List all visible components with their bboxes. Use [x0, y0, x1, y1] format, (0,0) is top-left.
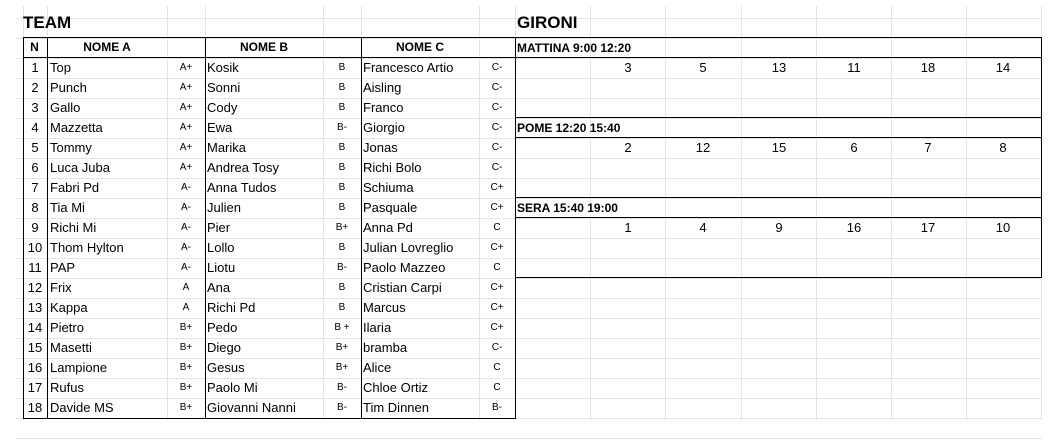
player-name-a: Davide MS: [50, 400, 114, 415]
grade-a: B+: [179, 322, 193, 333]
row-number: 1: [31, 60, 39, 75]
row-number: 6: [31, 160, 39, 175]
grade-b: B+: [335, 362, 349, 373]
player-name-c: Aisling: [363, 80, 402, 95]
player-name-b: Liotu: [207, 260, 236, 275]
team-border-vertical: [205, 37, 206, 419]
grade-a: A: [182, 282, 190, 293]
player-name-a: Luca Juba: [50, 160, 110, 175]
player-name-a: Fabri Pd: [50, 180, 100, 195]
grade-a: B+: [179, 362, 193, 373]
grade-c: C: [493, 262, 501, 273]
row-number: 14: [27, 320, 43, 335]
session-number: 14: [995, 60, 1011, 75]
grade-a: A-: [181, 222, 191, 233]
grade-b: B-: [337, 262, 347, 273]
grade-c: B-: [492, 402, 502, 413]
grade-b: B: [338, 202, 346, 213]
player-name-a: Tommy: [50, 140, 92, 155]
grade-b: B+: [335, 222, 349, 233]
grade-b: B: [338, 182, 346, 193]
player-name-a: Masetti: [50, 340, 92, 355]
row-number: 16: [27, 360, 43, 375]
session-number: 1: [624, 220, 632, 235]
grade-b: B: [338, 282, 346, 293]
player-name-a: Punch: [50, 80, 87, 95]
grade-a: B+: [179, 402, 193, 413]
player-name-a: Pietro: [50, 320, 84, 335]
row-number: 4: [31, 120, 39, 135]
grade-c: C-: [491, 342, 503, 353]
grade-c: C+: [490, 302, 504, 313]
grade-c: C-: [491, 62, 503, 73]
player-name-a: Kappa: [50, 300, 88, 315]
player-name-b: Ana: [207, 280, 231, 295]
player-name-a: PAP: [50, 260, 76, 275]
grade-a: A+: [179, 82, 193, 93]
grade-b: B +: [334, 322, 350, 333]
player-name-b: Anna Tudos: [207, 180, 277, 195]
player-name-c: Marcus: [363, 300, 406, 315]
grade-c: C-: [491, 122, 503, 133]
grade-c: C-: [491, 102, 503, 113]
grade-b: B: [338, 302, 346, 313]
grade-b: B-: [337, 382, 347, 393]
session-label: POME 12:20 15:40: [517, 121, 621, 135]
team-border-vertical: [515, 37, 516, 419]
player-name-c: Richi Bolo: [363, 160, 422, 175]
grade-b: B: [338, 102, 346, 113]
grade-c: C: [493, 222, 501, 233]
row-number: 15: [27, 340, 43, 355]
session-number: 3: [624, 60, 632, 75]
gridline-vertical: [741, 6, 742, 420]
player-name-b: Lollo: [207, 240, 235, 255]
session-number: 11: [847, 60, 861, 75]
grade-c: C+: [490, 282, 504, 293]
player-name-a: Top: [50, 60, 71, 75]
gridline-vertical: [966, 6, 967, 420]
player-name-b: Andrea Tosy: [207, 160, 280, 175]
player-name-c: Giorgio: [363, 120, 405, 135]
grade-c: C: [493, 382, 501, 393]
player-name-b: Giovanni Nanni: [207, 400, 296, 415]
grade-c: C+: [490, 242, 504, 253]
player-name-b: Sonni: [207, 80, 241, 95]
player-name-c: Franco: [363, 100, 404, 115]
header-n: N: [30, 40, 39, 54]
player-name-c: Julian Lovreglio: [363, 240, 454, 255]
grade-a: B+: [179, 342, 193, 353]
player-name-b: Pedo: [207, 320, 238, 335]
session-number: 17: [920, 220, 936, 235]
row-number: 13: [27, 300, 43, 315]
gridline-vertical: [816, 6, 817, 420]
player-name-b: Gesus: [207, 360, 245, 375]
grade-a: A: [182, 302, 190, 313]
header-nome-a: NOME A: [83, 40, 131, 54]
gironi-border-right: [1041, 37, 1042, 278]
player-name-a: Mazzetta: [50, 120, 103, 135]
row-number: 5: [31, 140, 39, 155]
player-name-b: Pier: [207, 220, 231, 235]
grade-b: B: [338, 142, 346, 153]
player-name-b: Kosik: [207, 60, 239, 75]
player-name-c: Cristian Carpi: [363, 280, 442, 295]
session-number: 9: [775, 220, 783, 235]
player-name-c: Pasquale: [363, 200, 418, 215]
player-name-a: Richi Mi: [50, 220, 97, 235]
session-number: 15: [771, 140, 787, 155]
grade-c: C-: [491, 82, 503, 93]
player-name-b: Cody: [207, 100, 238, 115]
player-name-c: Francesco Artio: [363, 60, 454, 75]
gridline-horizontal: [16, 438, 1042, 439]
session-number: 2: [624, 140, 632, 155]
player-name-b: Diego: [207, 340, 241, 355]
grade-b: B-: [337, 402, 347, 413]
grade-a: A-: [181, 202, 191, 213]
grade-b: B: [338, 162, 346, 173]
grade-b: B: [338, 82, 346, 93]
player-name-b: Paolo Mi: [207, 380, 258, 395]
grade-a: A+: [179, 162, 193, 173]
grade-a: A+: [179, 62, 193, 73]
grade-a: B+: [179, 382, 193, 393]
player-name-c: Paolo Mazzeo: [363, 260, 446, 275]
player-name-b: Marika: [207, 140, 247, 155]
session-number: 5: [699, 60, 707, 75]
grade-a: A-: [181, 182, 191, 193]
gironi-title: GIRONI: [517, 13, 578, 32]
team-border-vertical: [47, 37, 48, 419]
player-name-a: Gallo: [50, 100, 81, 115]
player-name-b: Ewa: [207, 120, 233, 135]
player-name-a: Rufus: [50, 380, 84, 395]
player-name-a: Tia Mi: [50, 200, 85, 215]
grade-b: B: [338, 242, 346, 253]
player-name-a: Thom Hylton: [50, 240, 124, 255]
session-number: 10: [995, 220, 1011, 235]
session-number: 12: [695, 140, 711, 155]
gironi-border-bottom: [515, 277, 1042, 278]
row-number: 7: [31, 180, 39, 195]
row-number: 11: [28, 260, 42, 275]
player-name-c: Ilaria: [363, 320, 392, 335]
session-label: SERA 15:40 19:00: [517, 201, 618, 215]
session-number: 6: [850, 140, 858, 155]
grade-c: C-: [491, 162, 503, 173]
row-number: 9: [31, 220, 39, 235]
grade-a: A+: [179, 142, 193, 153]
player-name-b: Julien: [207, 200, 241, 215]
session-number: 18: [920, 60, 936, 75]
grade-a: A+: [179, 122, 193, 133]
row-number: 12: [27, 280, 43, 295]
session-number: 13: [771, 60, 787, 75]
row-number: 3: [31, 100, 39, 115]
player-name-a: Lampione: [50, 360, 108, 375]
grade-b: B+: [335, 342, 349, 353]
team-title: TEAM: [23, 13, 72, 32]
row-number: 17: [27, 380, 43, 395]
session-number: 7: [924, 140, 932, 155]
team-border-vertical: [361, 37, 362, 419]
player-name-c: Anna Pd: [363, 220, 413, 235]
gridline-vertical: [665, 6, 666, 420]
grade-a: A-: [181, 242, 191, 253]
player-name-c: Tim Dinnen: [363, 400, 429, 415]
grade-c: C+: [490, 202, 504, 213]
player-name-c: bramba: [363, 340, 408, 355]
grade-c: C: [493, 362, 501, 373]
session-number: 4: [699, 220, 707, 235]
grade-b: B-: [337, 122, 347, 133]
row-number: 18: [27, 400, 43, 415]
session-label: MATTINA 9:00 12:20: [517, 41, 632, 55]
session-number: 16: [846, 220, 862, 235]
row-number: 8: [31, 200, 39, 215]
grade-c: C+: [490, 182, 504, 193]
gridline-vertical: [891, 6, 892, 420]
player-name-c: Alice: [363, 360, 392, 375]
row-number: 10: [27, 240, 43, 255]
player-name-a: Frix: [50, 280, 72, 295]
team-border-bottom: [23, 418, 515, 419]
player-name-c: Chloe Ortiz: [363, 380, 429, 395]
grade-a: A+: [179, 102, 193, 113]
grade-b: B: [338, 62, 346, 73]
grade-c: C-: [491, 142, 503, 153]
header-nome-b: NOME B: [240, 40, 288, 54]
player-name-c: Jonas: [363, 140, 398, 155]
session-number: 8: [999, 140, 1007, 155]
grade-c: C+: [490, 322, 504, 333]
player-name-b: Richi Pd: [207, 300, 256, 315]
grade-a: A-: [181, 262, 191, 273]
header-nome-c: NOME C: [396, 40, 444, 54]
row-number: 2: [31, 80, 39, 95]
player-name-c: Schiuma: [363, 180, 414, 195]
